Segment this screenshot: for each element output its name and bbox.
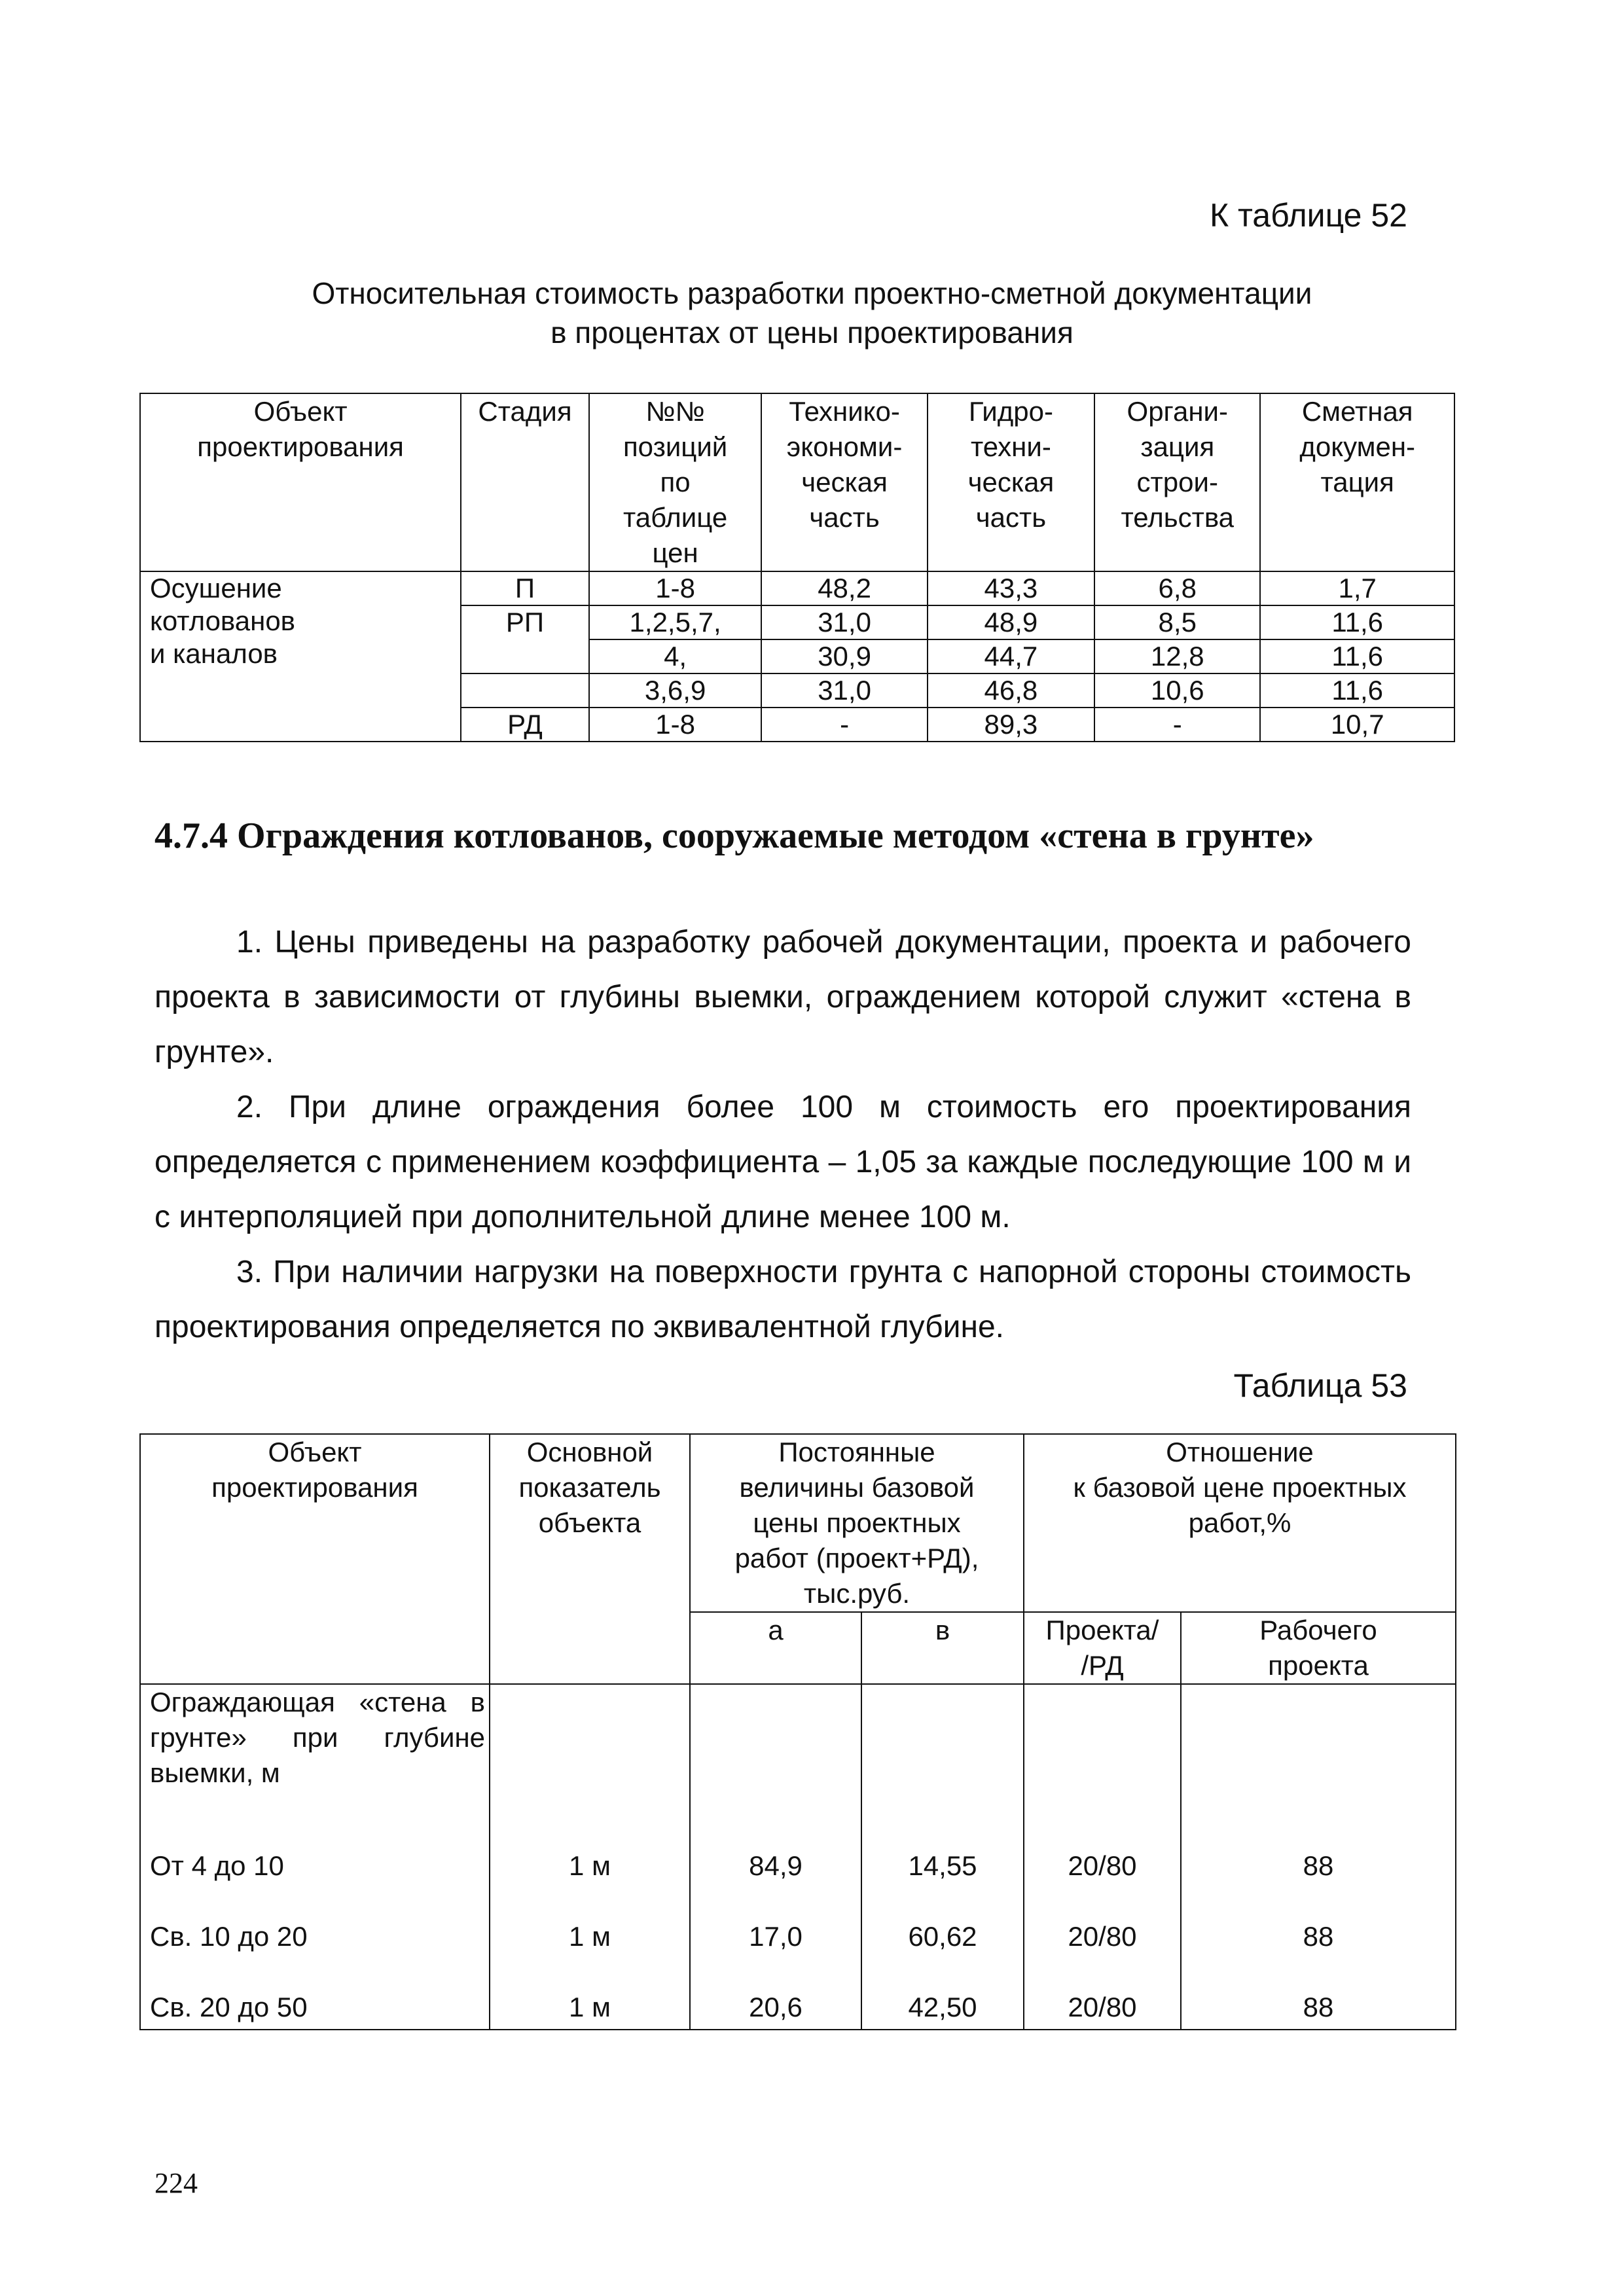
caption-line: в процентах от цены проектирования bbox=[550, 315, 1074, 350]
pos-cell: 1-8 bbox=[589, 571, 762, 605]
row-label: От 4 до 10 bbox=[140, 1817, 490, 1888]
value-cell: 31,0 bbox=[761, 673, 927, 708]
table-52 bbox=[139, 393, 1455, 742]
value-cell: 88 bbox=[1181, 1958, 1456, 2030]
pos-cell: 4, bbox=[589, 639, 762, 673]
stage-cell bbox=[461, 673, 589, 708]
table-header-row bbox=[140, 393, 1454, 571]
stage-cell: П bbox=[461, 571, 589, 605]
value-cell: 31,0 bbox=[761, 605, 927, 639]
value-cell: 46,8 bbox=[928, 673, 1094, 708]
header-object: Объект проектирования bbox=[140, 1434, 490, 1684]
value-cell: 17,0 bbox=[690, 1888, 861, 1958]
value-cell: 11,6 bbox=[1260, 673, 1454, 708]
table-row bbox=[140, 1817, 1456, 1888]
table-reference-52: К таблице 52 bbox=[1209, 197, 1407, 234]
header-estimate: Сметная докумен- тация bbox=[1260, 393, 1454, 571]
value-cell: - bbox=[761, 708, 927, 742]
header-working: Рабочего проекта bbox=[1181, 1612, 1456, 1684]
value-cell: 20/80 bbox=[1024, 1817, 1181, 1888]
value-cell: 48,2 bbox=[761, 571, 927, 605]
table-52-caption bbox=[131, 274, 1493, 352]
header-hydro: Гидро- техни- ческая часть bbox=[928, 393, 1094, 571]
table-reference-53: Таблица 53 bbox=[1233, 1367, 1407, 1404]
pos-cell: 1-8 bbox=[589, 708, 762, 742]
table-row bbox=[140, 1888, 1456, 1958]
value-cell: 20/80 bbox=[1024, 1958, 1181, 2030]
caption-line: Относительная стоимость разработки проектно-сметной документации bbox=[312, 276, 1312, 310]
header-object: Объект проектирования bbox=[140, 393, 461, 571]
value-cell: 44,7 bbox=[928, 639, 1094, 673]
unit-cell: 1 м bbox=[490, 1888, 690, 1958]
stage-cell: РД bbox=[461, 708, 589, 742]
unit-cell: 1 м bbox=[490, 1817, 690, 1888]
value-cell: 10,7 bbox=[1260, 708, 1454, 742]
value-cell: 88 bbox=[1181, 1888, 1456, 1958]
unit-cell: 1 м bbox=[490, 1958, 690, 2030]
value-cell: 30,9 bbox=[761, 639, 927, 673]
value-cell: 89,3 bbox=[928, 708, 1094, 742]
value-cell: 11,6 bbox=[1260, 605, 1454, 639]
value-cell: 6,8 bbox=[1094, 571, 1260, 605]
header-org: Органи- зация строи- тельства bbox=[1094, 393, 1260, 571]
header-v: в bbox=[861, 1612, 1024, 1684]
header-indicator: Основной показатель объекта bbox=[490, 1434, 690, 1684]
paragraph-1: 1. Цены приведены на разработку рабочей документации, проекта и рабочего проекта в зависимости от глубины выемки, ограждением которой служит «стена в грунте». bbox=[154, 925, 1411, 1069]
table-group-row bbox=[140, 1684, 1456, 1817]
header-constants: Постоянные величины базовой цены проектных работ (проект+РД), тыс.руб. bbox=[690, 1434, 1024, 1612]
value-cell: 20,6 bbox=[690, 1958, 861, 2030]
page-number: 224 bbox=[154, 2167, 198, 2199]
value-cell: 1,7 bbox=[1260, 571, 1454, 605]
value-cell: 11,6 bbox=[1260, 639, 1454, 673]
table-53 bbox=[139, 1433, 1456, 2030]
value-cell: 48,9 bbox=[928, 605, 1094, 639]
paragraph-2: 2. При длине ограждения более 100 м стоимость его проектирования определяется с применением коэффициента – 1,05 за каждые последующие 100 м и с интерполяцией при дополнительной длине менее 100 м. bbox=[154, 1090, 1411, 1234]
value-cell: 8,5 bbox=[1094, 605, 1260, 639]
stage-cell: РП bbox=[461, 605, 589, 639]
header-project-rd: Проекта/ /РД bbox=[1024, 1612, 1181, 1684]
header-positions: №№ позиций по таблице цен bbox=[589, 393, 762, 571]
header-a: а bbox=[690, 1612, 861, 1684]
value-cell: 10,6 bbox=[1094, 673, 1260, 708]
row-label: Св. 10 до 20 bbox=[140, 1888, 490, 1958]
value-cell: 60,62 bbox=[861, 1888, 1024, 1958]
value-cell: 42,50 bbox=[861, 1958, 1024, 2030]
row-label: Св. 20 до 50 bbox=[140, 1958, 490, 2030]
header-stage: Стадия bbox=[461, 393, 589, 571]
pos-cell: 3,6,9 bbox=[589, 673, 762, 708]
table-row bbox=[140, 1958, 1456, 2030]
stage-cell bbox=[461, 639, 589, 673]
group-label: Ограждающая «стена в грунте» при глубине выемки, м bbox=[140, 1684, 490, 1817]
value-cell: - bbox=[1094, 708, 1260, 742]
value-cell: 88 bbox=[1181, 1817, 1456, 1888]
table-row bbox=[140, 571, 1454, 605]
pos-cell: 1,2,5,7, bbox=[589, 605, 762, 639]
value-cell: 43,3 bbox=[928, 571, 1094, 605]
object-cell: Осушение котлованов и каналов bbox=[140, 571, 461, 742]
header-ratio: Отношение к базовой цене проектных работ,% bbox=[1024, 1434, 1456, 1612]
table-header-row bbox=[140, 1434, 1456, 1612]
header-tech-econ: Технико- экономи- ческая часть bbox=[761, 393, 927, 571]
value-cell: 14,55 bbox=[861, 1817, 1024, 1888]
paragraph-3: 3. При наличии нагрузки на поверхности грунта с напорной стороны стоимость проектирования определяется по эквивалентной глубине. bbox=[154, 1255, 1411, 1344]
value-cell: 84,9 bbox=[690, 1817, 861, 1888]
value-cell: 20/80 bbox=[1024, 1888, 1181, 1958]
value-cell: 12,8 bbox=[1094, 639, 1260, 673]
section-heading: 4.7.4 Ограждения котлованов, сооружаемые методом «стена в грунте» bbox=[154, 816, 1314, 856]
